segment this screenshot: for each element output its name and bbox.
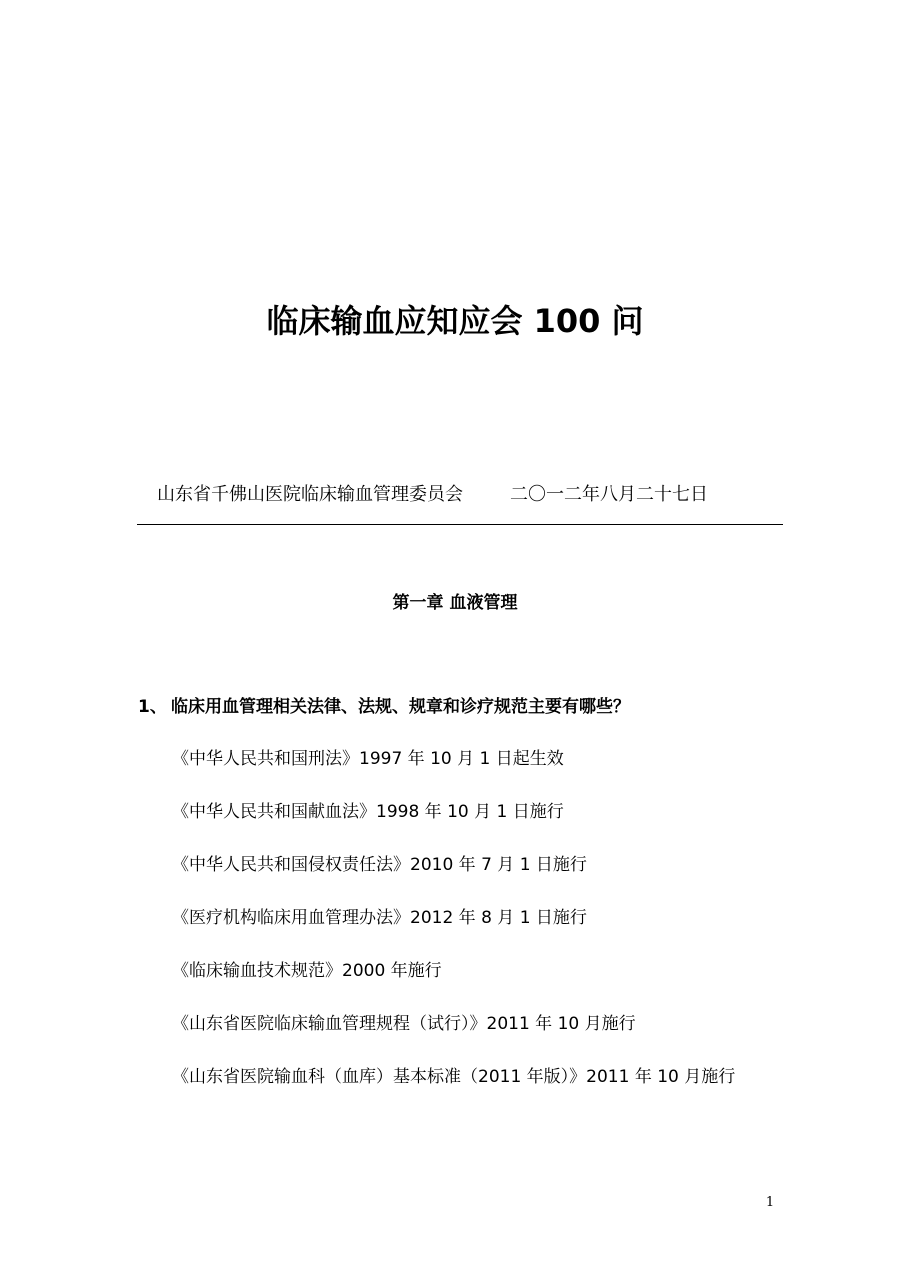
question-text: 临床用血管理相关法律、法规、规章和诊疗规范主要有哪些？ [171,697,630,717]
list-item: 《山东省医院临床输血管理规程（试行）》2011 年 10 月施行 [172,1014,636,1034]
question-number: 1、 [138,697,167,717]
document-title: 临床输血应知应会 100 问 [266,302,644,340]
author-organization: 山东省千佛山医院临床输血管理委员会 [157,484,463,505]
page-number: 1 [765,1195,775,1210]
chapter-heading: 第一章 血液管理 [392,593,518,613]
list-item: 《临床输血技术规范》2000 年施行 [172,961,442,981]
list-item: 《中华人民共和国刑法》1997 年 10 月 1 日起生效 [172,749,564,769]
list-item: 《医疗机构临床用血管理办法》2012 年 8 月 1 日施行 [172,908,587,928]
list-item: 《山东省医院输血科（血库）基本标准（2011 年版）》2011 年 10 月施行 [172,1067,736,1087]
list-item: 《中华人民共和国献血法》1998 年 10 月 1 日施行 [172,802,564,822]
header-divider [137,524,783,525]
document-date: 二〇一二年八月二十七日 [510,484,708,505]
question-heading [138,694,630,720]
answer-list [172,745,735,1116]
list-item: 《中华人民共和国侵权责任法》2010 年 7 月 1 日施行 [172,855,587,875]
